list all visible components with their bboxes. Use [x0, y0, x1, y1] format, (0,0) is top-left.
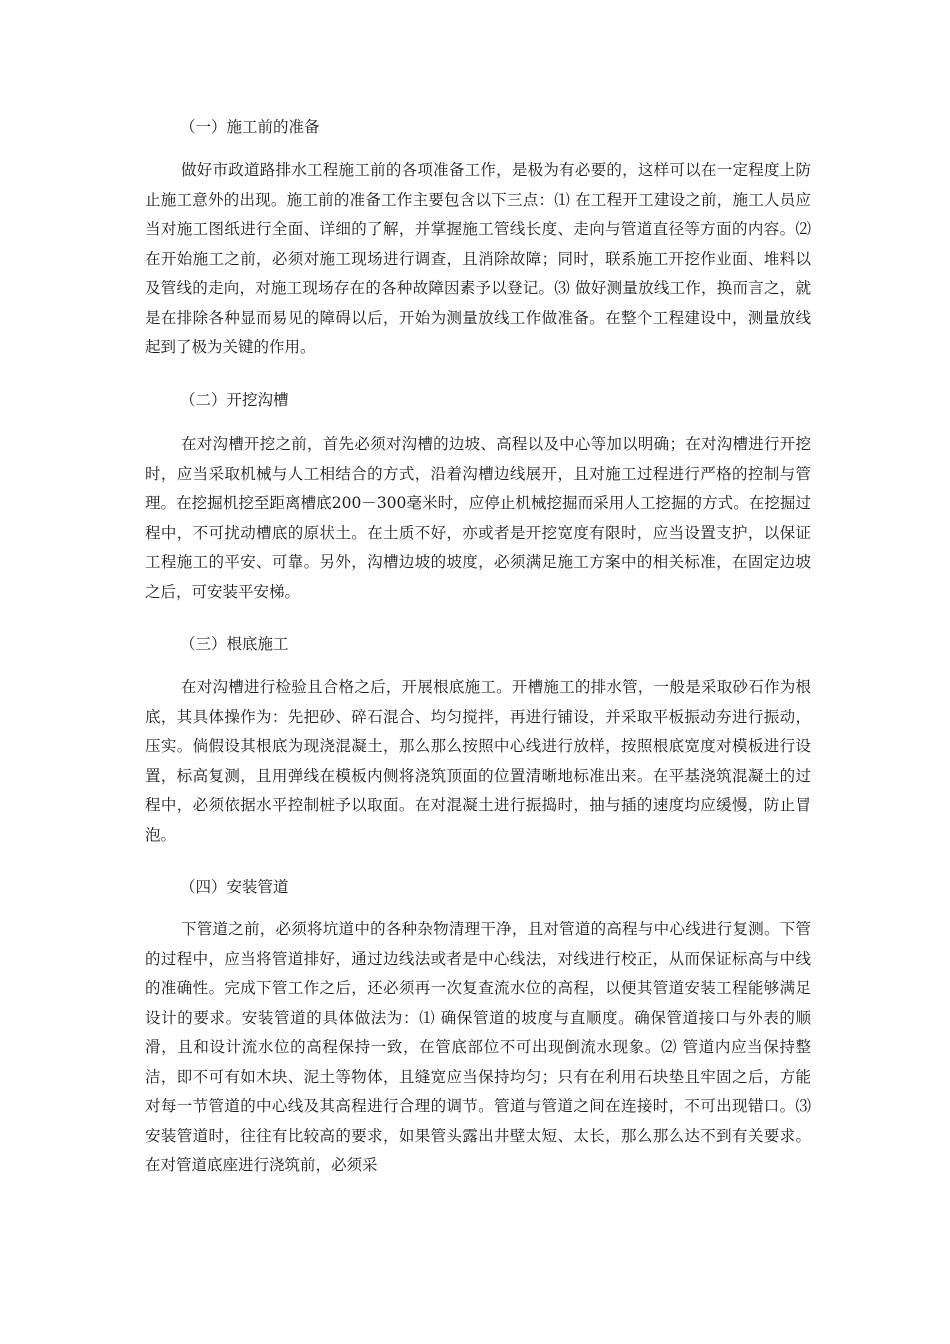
section-paragraph-1: 做好市政道路排水工程施工前的各项准备工作，是极为有必要的，这样可以在一定程度上防止施工意外的出现。施工前的准备工作主要包含以下三点：⑴ 在工程开工建设之前，施工人员应当对施工图纸进行全面、详细的了解，并掌握施工管线长度、走向与管道直径等方面的内容。⑵ 在开始施工之前，必须对施工现场进行调查，且消除故障；同时，联系施工开挖作业面、堆料以及管线的走向，对施工现场存在的各种故障因素予以登记。⑶ 做好测量放线工作，换而言之，就是在排除各种显而易见的障碍以后，开始为测量放线工作做准备。在整个工程建设中，测量放线起到了极为关键的作用。 [145, 161, 811, 356]
section-heading-1: （一）施工前的准备 [180, 118, 320, 136]
section-paragraph-3: 在对沟槽进行检验且合格之后，开展根底施工。开槽施工的排水管，一般是采取砂石作为根底，其具体操作为：先把砂、碎石混合、均匀搅拌，再进行铺设，并采取平板振动夯进行振动，压实。倘假设其根底为现浇混凝土，那么那么按照中心线进行放样，按照根底宽度对模板进行设置，标高复测，且用弹线在模板内侧将浇筑顶面的位置清晰地标准出来。在平基浇筑混凝土的过程中，必须依据水平控制桩予以取面。在对混凝土进行振捣时，抽与插的速度均应缓慢，防止冒泡。 [145, 678, 811, 844]
section-heading-3: （三）根底施工 [180, 635, 289, 653]
section-heading-4: （四）安装管道 [180, 878, 289, 896]
section-heading-2: （二）开挖沟槽 [180, 391, 289, 409]
section-paragraph-2: 在对沟槽开挖之前，首先必须对沟槽的边坡、高程以及中心等加以明确；在对沟槽进行开挖时，应当采取机械与人工相结合的方式，沿着沟槽边线展开，且对施工过程进行严格的控制与管理。在挖掘机挖至距离槽底200－300毫米时，应停止机械挖掘而采用人工挖掘的方式。在挖掘过程中，不可扰动槽底的原状土。在土质不好，亦或者是开挖宽度有限时，应当设置支护，以保证工程施工的平安、可靠。另外，沟槽边坡的坡度，必须满足施工方案中的相关标准，在固定边坡之后，可安装平安梯。 [145, 435, 811, 601]
section-paragraph-4: 下管道之前，必须将坑道中的各种杂物清理干净，且对管道的高程与中心线进行复测。下管的过程中，应当将管道排好，通过边线法或者是中心线法，对线进行校正，从而保证标高与中线的准确性。完成下管工作之后，还必须再一次复查流水位的高程，以便其管道安装工程能够满足设计的要求。安装管道的具体做法为：⑴ 确保管道的坡度与直顺度。确保管道接口与外表的顺滑，且和设计流水位的高程保持一致，在管底部位不可出现倒流水现象。⑵ 管道内应当保持整洁，即不可有如木块、泥土等物体，且缝宽应当保持均匀；只有在利用石块垫且牢固之后，方能对每一节管道的中心线及其高程进行合理的调节。管道与管道之间在连接时，不可出现错口。⑶ 安装管道时，往往有比较高的要求，如果管头露出井壁太短、太长，那么那么达不到有关要求。在对管道底座进行浇筑前，必须采 [145, 920, 811, 1174]
